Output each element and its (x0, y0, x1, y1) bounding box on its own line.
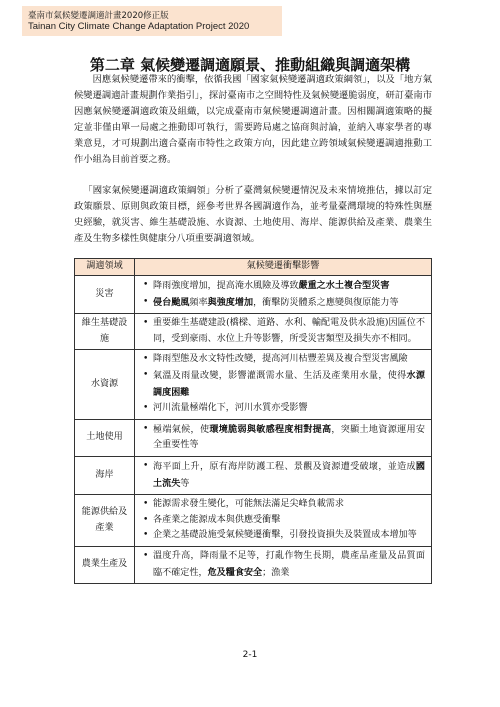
table-header-row (75, 259, 432, 276)
emphasis-text: 國土流失 (153, 460, 425, 489)
table-row (75, 314, 432, 350)
domain-cell: 水資源 (75, 350, 135, 419)
chapter-title: 第二章 氣候變遷調適願景、推動組織與調適架構 (89, 56, 411, 74)
item-text: 重要維生基礎建設(橋樑、道路、水利、輸配電及供水設施)因區位不同，受到豪雨、水位上升等影響，所受災害類型及損失亦不相同。 (153, 318, 425, 344)
item-text: ，突顯土地資源運用安全重要性等 (153, 424, 425, 451)
list-item (141, 422, 425, 454)
item-text: 降雨強度增加，提高淹水風險及導致 (153, 281, 299, 291)
domain-cell: 海岸 (75, 456, 135, 494)
list-item (141, 549, 425, 581)
impact-cell (135, 314, 432, 350)
page-number: 2-1 (242, 650, 258, 660)
emphasis-text: 與強度增加 (207, 296, 254, 308)
emphasis-text: 嚴重之水土複合型災害 (298, 280, 390, 291)
paragraph-2: 「國家氣候變遷調適政策綱領」分析了臺灣氣候變遷情況及未來情境推估，據以訂定政策願景、原則與政策目標，經參考世界各國調適作為，並考量臺灣環境的特殊性與歷史經驗，就災害、維生基礎設施、水資源、土地使用、海岸、能源供給及產業、農業生產及生物多樣性與健康分八項重要調適領域。 (74, 185, 432, 244)
domain-cell: 維生基礎設施 (75, 314, 135, 350)
item-text: 海平面上升，原有海岸防護工程、景觀及資源遭受破壞，並造成 (153, 461, 416, 472)
list-item (141, 295, 425, 312)
item-text: 等 (180, 478, 190, 489)
table-row (75, 546, 432, 583)
table-row (75, 495, 432, 547)
document-header (22, 6, 282, 36)
list-item (141, 352, 425, 368)
table-row (75, 276, 432, 314)
item-text: 極端氣候，使 (153, 424, 210, 435)
impact-list (141, 497, 425, 544)
impact-list (141, 422, 425, 454)
table-row (75, 456, 432, 494)
item-text: 氣溫及雨量改變，影響灌溉需水量、生活及產業用水量，使得 (153, 370, 407, 381)
impact-list (141, 278, 425, 311)
list-item (141, 459, 425, 492)
column-header-domain: 調適領域 (75, 259, 135, 276)
impact-list (141, 352, 425, 416)
list-item (141, 497, 425, 513)
list-item (141, 513, 425, 529)
impact-list (141, 459, 425, 492)
emphasis-text: 環境脆弱與敏感程度相對提高 (209, 423, 332, 435)
list-item (141, 368, 425, 401)
emphasis-text: 危及糧食安全 (207, 566, 263, 578)
item-text: 能源需求發生變化，可能無法滿足尖峰負載需求 (153, 499, 344, 510)
impact-list (141, 316, 425, 347)
domain-cell: 土地使用 (75, 419, 135, 456)
item-text: 各產業之能源成本與供應受衝擊 (153, 514, 281, 525)
item-text: ；漁業 (262, 567, 290, 578)
impact-list (141, 549, 425, 581)
item-text: ，衝擊防災體系之應變與復原能力等 (253, 297, 399, 308)
domain-cell: 農業生產及 (75, 546, 135, 583)
impact-cell (135, 276, 432, 314)
item-text: 降雨型態及水文特性改變，提高河川枯豐差異及複合型災害風險 (153, 354, 408, 365)
emphasis-text: 水源調度困難 (153, 369, 425, 398)
header-title-en: Tainan City Climate Change Adaptation Project 2020 (28, 21, 250, 32)
emphasis-text: 侵台颱風 (153, 296, 190, 308)
table-row (75, 350, 432, 419)
header-title-zh: 臺南市氣候變遷調適計畫2020修正版 (28, 11, 169, 21)
item-text: 頻率 (189, 297, 208, 308)
impact-cell (135, 419, 432, 456)
list-item (141, 401, 425, 417)
list-item (141, 278, 425, 295)
domain-cell: 災害 (75, 276, 135, 314)
column-header-impact: 氣候變遷衝擊影響 (135, 259, 432, 276)
paragraph-1: 因應氣候變遷帶來的衝擊，依循我國「國家氣候變遷調適政策綱領」，以及「地方氣候變遷調適計畫規劃作業指引」，探討臺南市之空間特性及氣候變遷脆弱度，研訂臺南市因應氣候變遷調適政策及組織，以完成臺南市氣候變遷調適計畫。因相關調適策略的擬定並非僅由單一局處之推動即可執行，需要跨局處之協商與討論，並納入專家學者的專業意見，才可規劃出適合臺南市特性之政策方向，因此建立跨領域氣候變遷調適推動工作小組為目前首要之務。 (74, 74, 432, 165)
table-body (75, 276, 432, 584)
list-item (141, 316, 425, 347)
adaptation-impact-table (74, 258, 432, 584)
table-row (75, 419, 432, 456)
domain-cell: 能源供給及產業 (75, 495, 135, 547)
impact-cell (135, 495, 432, 547)
impact-cell (135, 546, 432, 583)
impact-cell (135, 456, 432, 494)
item-text: 企業之基礎設施受氣候變遷衝擊，引發投資損失及裝置成本增加等 (153, 530, 417, 541)
item-text: 河川流量極端化下，河川水質亦受影響 (153, 403, 308, 414)
item-text: 溫度升高，降雨量不足等，打亂作物生長期，農產品產量及品質面臨不確定性， (153, 550, 425, 578)
impact-cell (135, 350, 432, 419)
list-item (141, 528, 425, 544)
